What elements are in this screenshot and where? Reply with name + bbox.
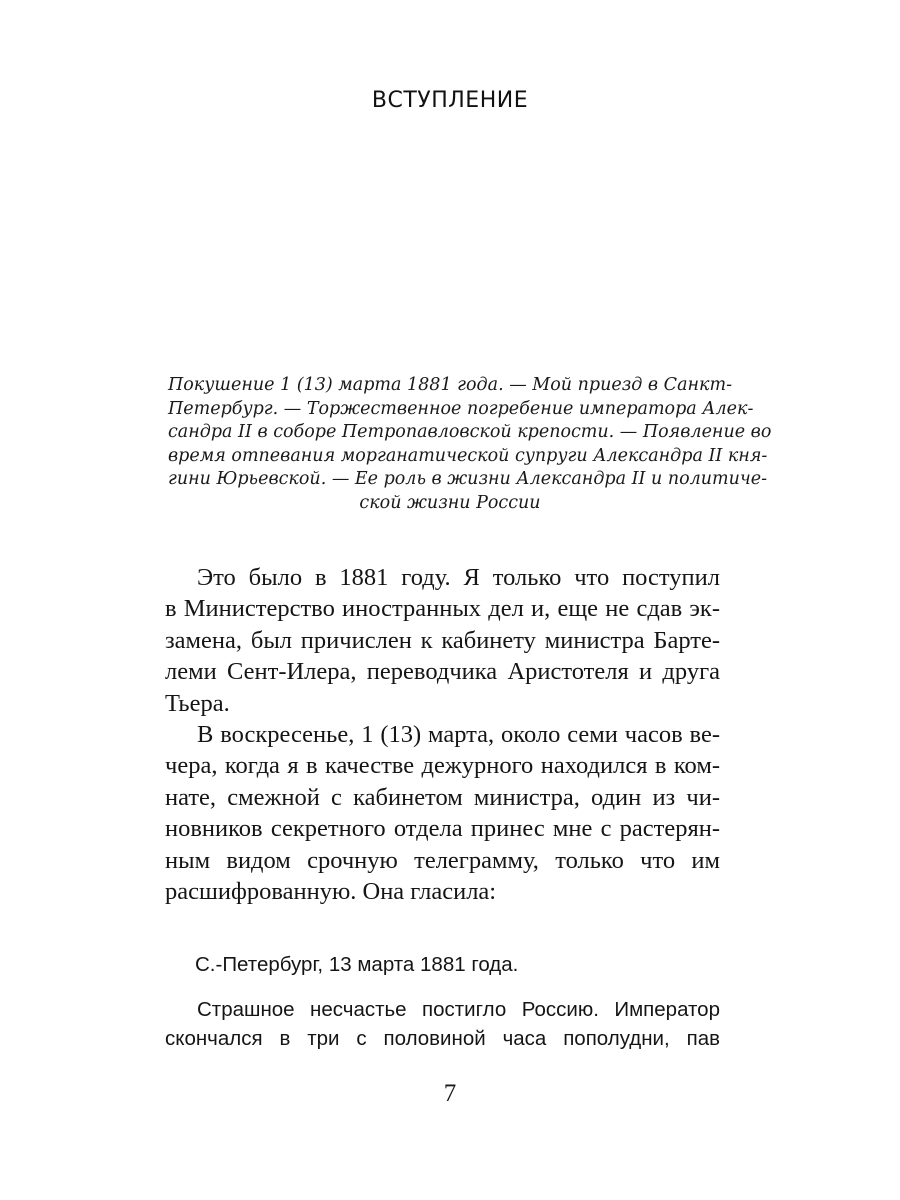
chapter-epigraph: [168, 374, 772, 515]
body-line: расшифрованную. Она гласила:: [165, 878, 497, 906]
telegram-line: Страшное несчастье постигло Россию. Император: [197, 998, 720, 1021]
page-number: 7: [443, 1080, 457, 1107]
body-line: новников секретного отдела принес мне с растерян-: [165, 815, 720, 843]
body-line: нате, смежной с кабинетом министра, один из чи-: [165, 783, 720, 811]
body-text: [165, 562, 720, 907]
body-line: в Министерство иностранных дел и, еще не сдав эк-: [165, 595, 720, 623]
epigraph-line: Покушение 1 (13) марта 1881 года. — Мой приезд в Санкт-: [168, 375, 732, 395]
body-line: замена, был причислен к кабинету министра Барте-: [165, 626, 720, 654]
body-line: В воскресенье, 1 (13) марта, около семи часов ве-: [197, 721, 720, 749]
body-line: ным видом срочную телеграмму, только что им: [165, 846, 720, 874]
body-line: Это было в 1881 году. Я только что поступил: [197, 564, 720, 591]
epigraph-line: время отпевания морганатической супруги Александра II кня-: [168, 445, 768, 466]
body-line: чера, когда я в качестве дежурного находился в ком-: [165, 752, 720, 780]
telegram-body: [165, 996, 720, 1053]
epigraph-line: сандра II в соборе Петропавловской крепости. — Появление во: [168, 422, 772, 442]
body-line: Тьера.: [165, 689, 230, 717]
telegram-header: С.-Петербург, 13 марта 1881 года.: [195, 953, 519, 976]
epigraph-line: Петербург. — Торжественное погребение императора Алек-: [168, 398, 754, 419]
telegram-line: скончался в три с половиной часа пополудни, пав: [165, 1026, 720, 1050]
epigraph-line: ской жизни России: [359, 492, 541, 513]
epigraph-line: гини Юрьевской. — Ее роль в жизни Александра II и политиче-: [168, 469, 768, 489]
chapter-title: ВСТУПЛЕНИЕ: [371, 88, 529, 113]
body-line: леми Сент-Илера, переводчика Аристотеля и друга: [165, 658, 720, 686]
